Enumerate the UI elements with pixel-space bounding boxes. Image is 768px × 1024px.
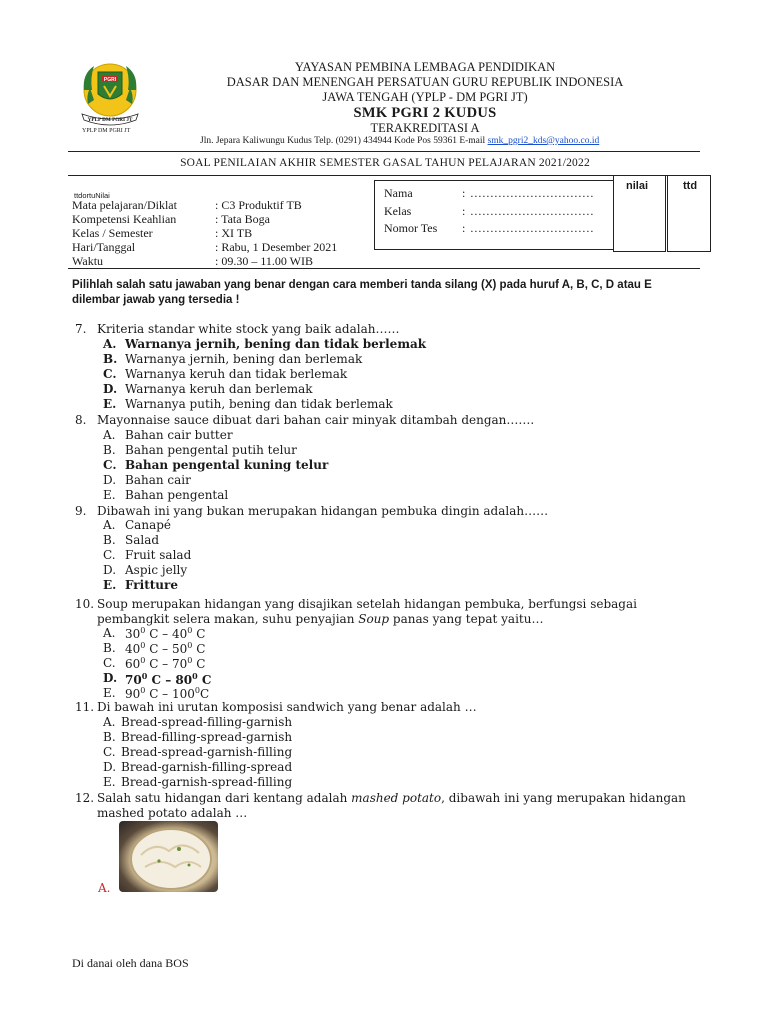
option-letter: D. (103, 563, 117, 577)
question-text-part: panas yang tepat yaitu… (389, 612, 544, 626)
option-letter: A. (103, 715, 116, 729)
question-text-part: , dibawah ini yang merupakan hidangan (441, 791, 686, 805)
student-name-label: Nama (384, 186, 413, 200)
option-text (125, 656, 205, 671)
option-letter: C. (103, 458, 117, 472)
option-letter: E. (103, 578, 117, 592)
temp-unit: C (192, 627, 206, 641)
option-letter: B. (103, 730, 116, 744)
option-text: Warnanya jernih, bening dan berlemak (125, 352, 363, 366)
info-label: Kelas / Semester (72, 226, 153, 240)
option-text: Bread-garnish-spread-filling (121, 775, 293, 789)
option-letter: A. (103, 626, 116, 640)
option-text: Fritture (125, 578, 178, 592)
header-divider (68, 151, 700, 152)
temp-range: C – 80 (147, 673, 193, 687)
email-link[interactable]: smk_pgri2_kds@yahoo.co.id (487, 136, 600, 146)
question-text-part: Salah satu hidangan dari kentang adalah (97, 791, 352, 805)
info-value: : Rabu, 1 Desember 2021 (215, 240, 338, 254)
option-text: Warnanya keruh dan tidak berlemak (125, 367, 348, 381)
option-text: Bahan pengental kuning telur (125, 458, 329, 472)
logo-ribbon-text: YPLP DM PGRI JT (87, 117, 133, 123)
option-text: Aspic jelly (125, 563, 188, 577)
question-number: 11. (75, 700, 95, 714)
temp-low: 70 (125, 673, 142, 687)
temp-low: 90 (125, 687, 141, 701)
option-text: Bread-garnish-filling-spread (121, 760, 293, 774)
question-11 (0, 700, 768, 716)
info-label: Mata pelajaran/Diklat (72, 198, 177, 212)
exam-title: SOAL PENILAIAN AKHIR SEMESTER GASAL TAHUN PELAJARAN 2021/2022 (180, 157, 590, 169)
temp-range: C – 40 (145, 627, 188, 641)
student-class-label: Kelas (384, 204, 412, 218)
temp-low: 30 (125, 627, 141, 641)
option-text: Bahan pengental (125, 488, 229, 502)
option-text (125, 671, 211, 687)
option-text: Warnanya jernih, bening dan tidak berlemak (125, 337, 427, 351)
degree-mark: 0 (187, 626, 193, 635)
option-letter: C. (103, 367, 117, 381)
degree-mark: 0 (194, 686, 200, 695)
temp-range: C – 50 (145, 642, 188, 656)
option-text (125, 626, 205, 641)
option-letter: B. (103, 443, 116, 457)
option-letter: E. (103, 775, 116, 789)
temp-low: 60 (125, 657, 141, 671)
option-letter: A. (103, 518, 116, 532)
degree-mark: 0 (140, 626, 146, 635)
question-text (97, 791, 686, 805)
option-letter: A. (103, 428, 116, 442)
question-7 (0, 322, 768, 338)
info-label: Hari/Tanggal (72, 240, 136, 254)
temp-unit: C (200, 687, 210, 701)
option-text: Bahan cair butter (125, 428, 233, 442)
option-text: Canapé (125, 518, 172, 532)
option-text: Salad (125, 533, 160, 547)
student-name-field[interactable]: : ............................... (462, 186, 595, 200)
temp-unit: C (192, 657, 206, 671)
option-letter: D. (103, 671, 118, 685)
option-text: Fruit salad (125, 548, 192, 562)
question-text: Dibawah ini yang bukan merupakan hidangan pembuka dingin adalah…… (97, 504, 549, 518)
temp-unit: C (197, 673, 212, 687)
option-letter: D. (103, 760, 117, 774)
option-text: Bahan cair (125, 473, 191, 487)
option-letter: B. (103, 533, 116, 547)
mashed-potato-illustration (119, 821, 218, 892)
question-text: Soup merupakan hidangan yang disajikan setelah hidangan pembuka, berfungsi sebagai (97, 597, 637, 611)
option-letter: E. (103, 686, 116, 700)
score-label: nilai (626, 180, 649, 192)
option-text: Bread-spread-garnish-filling (121, 745, 293, 759)
instruction: Pilihlah salah satu jawaban yang benar dengan cara memberi tanda silang (X) pada huruf A, B, C, D atau E dilembar jawab yang tersedia ! (72, 279, 652, 306)
mashed-potato-image[interactable] (119, 821, 218, 892)
logo-caption: YPLP DM PGRI JT (82, 128, 131, 134)
info-label: Waktu (72, 254, 104, 268)
question-text-emphasis: mashed potato (351, 791, 442, 805)
option-text: Bahan pengental putih telur (125, 443, 297, 457)
degree-mark: 0 (187, 641, 193, 650)
temp-unit: C (192, 642, 206, 656)
test-number-label: Nomor Tes (384, 221, 438, 235)
option-letter: D. (103, 382, 118, 396)
info-value: : XI TB (215, 226, 253, 240)
foundation-name: YAYASAN PEMBINA LEMBAGA PENDIDIKAN (294, 60, 556, 74)
question-text-part: pembangkit selera makan, suhu penyajian (97, 612, 359, 626)
test-number-field[interactable]: : ............................... (462, 221, 595, 235)
foundation-subtitle: DASAR DAN MENENGAH PERSATUAN GURU REPUBLIK INDONESIA (226, 75, 624, 89)
question-text: Mayonnaise sauce dibuat dari bahan cair minyak ditambah dengan……. (97, 413, 535, 427)
temp-low: 40 (125, 642, 141, 656)
info-label: Kompetensi Keahlian (72, 212, 177, 226)
school-address (200, 136, 599, 146)
option-letter: E. (103, 397, 117, 411)
option-text: Warnanya putih, bening dan tidak berlemak (125, 397, 393, 411)
degree-mark: 0 (192, 671, 198, 681)
title-divider (68, 175, 700, 176)
option-letter: B. (103, 352, 118, 366)
option-letter: B. (103, 641, 116, 655)
question-number: 12. (75, 791, 95, 805)
question-number: 7. (75, 322, 87, 336)
temp-range: C – 100 (145, 687, 195, 701)
accreditation: TERAKREDITASI A (370, 121, 480, 135)
question-text: Kriteria standar white stock yang baik adalah…… (97, 322, 400, 336)
option-text: Bread-spread-filling-garnish (121, 715, 293, 729)
option-letter: C. (103, 656, 116, 670)
degree-mark: 0 (140, 641, 146, 650)
info-value: : Tata Boga (215, 212, 270, 226)
question-number: 9. (75, 504, 87, 518)
option-letter: C. (103, 548, 116, 562)
degree-mark: 0 (140, 656, 146, 665)
school-logo (78, 60, 142, 128)
temp-range: C – 70 (145, 657, 188, 671)
option-letter: A. (103, 337, 117, 351)
question-10 (0, 597, 768, 613)
option-a-label[interactable]: A. (98, 881, 111, 895)
address-text: Jln. Jepara Kaliwungu Kudus Telp. (0291) 434944 Kode Pos 59361 E-mail (200, 136, 486, 146)
question-text: Di bawah ini urutan komposisi sandwich yang benar adalah … (97, 700, 477, 714)
question-text-line2: mashed potato adalah … (97, 806, 248, 820)
degree-mark: 0 (187, 656, 193, 665)
info-value: : 09.30 – 11.00 WIB (215, 254, 313, 268)
option-text: Bread-filling-spread-garnish (121, 730, 293, 744)
option-text (125, 686, 209, 701)
degree-mark: 0 (141, 671, 148, 681)
logo-text: PGRI (103, 77, 117, 83)
question-12 (0, 791, 768, 807)
foundation-region: JAWA TENGAH (YPLP - DM PGRI JT) (322, 90, 528, 104)
signature-label: ttd (683, 180, 698, 192)
student-class-field[interactable]: : ............................... (462, 204, 595, 218)
question-text-emphasis: Soup (358, 612, 390, 626)
school-name: SMK PGRI 2 KUDUS (353, 105, 497, 121)
info-divider (68, 268, 700, 269)
option-text: Warnanya keruh dan berlemak (125, 382, 313, 396)
option-text (125, 641, 205, 656)
question-number: 10. (75, 597, 95, 611)
option-letter: D. (103, 473, 117, 487)
info-value: : C3 Produktif TB (215, 198, 302, 212)
overlap-label: ttdortuNilai (74, 191, 110, 200)
option-letter: C. (103, 745, 116, 759)
question-number: 8. (75, 413, 87, 427)
question-text-line2 (97, 612, 543, 626)
question-8 (0, 413, 768, 429)
footer-note: Di danai oleh dana BOS (72, 956, 189, 970)
option-letter: E. (103, 488, 116, 502)
degree-mark: 0 (140, 686, 146, 695)
